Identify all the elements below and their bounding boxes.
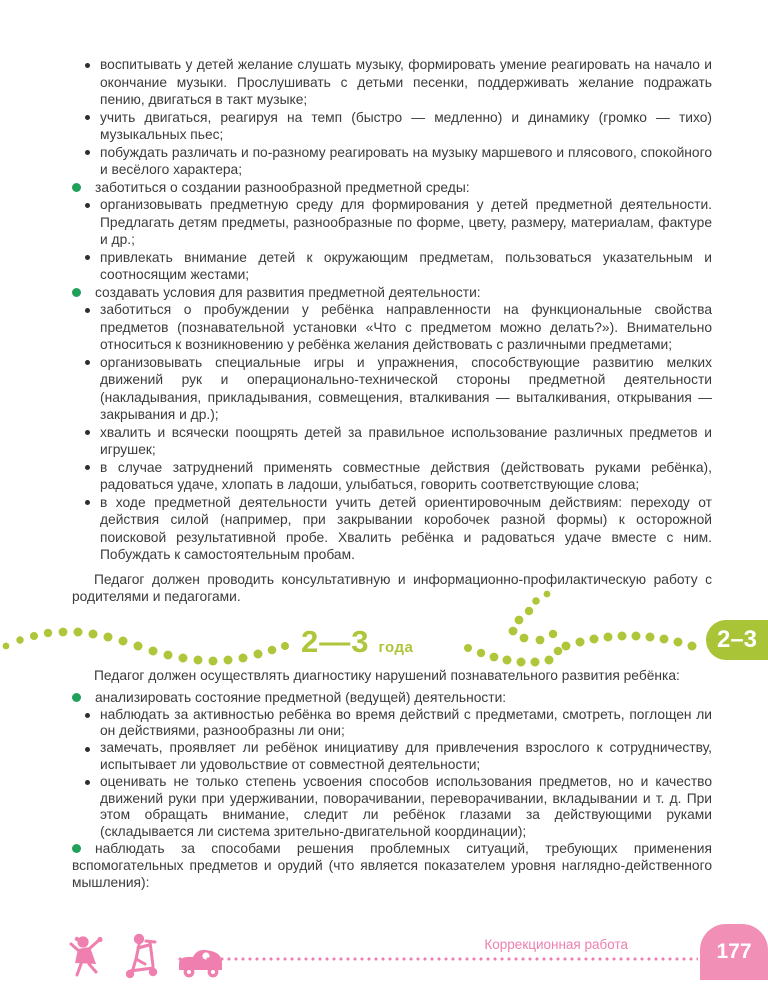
green-bullet-icon bbox=[72, 288, 81, 297]
green-bullet-icon bbox=[72, 183, 81, 192]
list-item-level1 bbox=[72, 179, 712, 197]
list-item bbox=[72, 494, 712, 564]
footer bbox=[0, 920, 768, 988]
list-item bbox=[72, 354, 712, 424]
age-side-tab: 2–3 bbox=[706, 620, 768, 660]
toy-car-icon bbox=[176, 946, 226, 980]
list-item bbox=[72, 707, 712, 741]
black-bullet-icon bbox=[85, 747, 90, 752]
black-bullet-icon bbox=[85, 150, 90, 155]
list-item-text: в случае затруднений применять совместные действия (действовать руками ребёнка), радоваться удаче, хлопать в ладоши, улыбаться, говорить соответствующие слова; bbox=[100, 459, 712, 492]
black-bullet-icon bbox=[85, 500, 90, 505]
list-item-text: наблюдать за активностью ребёнка во время действий с предметами, смотреть, поглощен ли он действиями, разнообразны ли они; bbox=[100, 706, 712, 739]
black-bullet-icon bbox=[85, 713, 90, 718]
sublist bbox=[72, 301, 712, 564]
content-column bbox=[72, 56, 712, 608]
green-bullet-icon bbox=[72, 844, 81, 853]
list-item bbox=[72, 774, 712, 841]
list-item-text: анализировать состояние предметной (ведущей) деятельности: bbox=[95, 689, 507, 705]
black-bullet-icon bbox=[85, 430, 90, 435]
list-item bbox=[72, 249, 712, 284]
content-column-lower bbox=[72, 668, 712, 891]
footer-icons bbox=[68, 932, 226, 980]
page-number-tab: 177 bbox=[700, 924, 768, 980]
list-item-text: организовывать специальные игры и упражнения, способствующие развитию мелких движений рук и операционально-технической стороны предметной деятельности (накладывания, прикладывания, совмещения, вталкивания — выталкивания, открывания — закрывания и др.); bbox=[100, 354, 712, 422]
age-range: 2—3 bbox=[301, 624, 370, 659]
black-bullet-icon bbox=[85, 465, 90, 470]
list-item-level1 bbox=[72, 284, 712, 302]
list-item-level1 bbox=[72, 690, 712, 707]
paragraph: Педагог должен осуществлять диагностику нарушений познавательного развития ребёнка: bbox=[94, 668, 680, 683]
list-item bbox=[72, 459, 712, 494]
music-guidance-list bbox=[72, 56, 712, 179]
list-item-text: наблюдать за способами решения проблемных ситуаций, требующих применения вспомогательных предметов и орудий (что является показателем уровня наглядно-действенного мышления): bbox=[72, 840, 712, 890]
black-bullet-icon bbox=[85, 255, 90, 260]
list-item bbox=[72, 196, 712, 249]
list-item-text: заботиться о пробуждении у ребёнка направленности на функциональные свойства предметов (познавательной установки «Что с предметом можно делать?»). Внимательно относиться к возникновению у ребёнка желания действовать с различными предметами; bbox=[100, 302, 712, 352]
list-item-text: хвалить и всячески поощрять детей за правильное использование различных предметов и игрушек; bbox=[100, 424, 712, 457]
black-bullet-icon bbox=[85, 308, 90, 313]
sublist bbox=[72, 707, 712, 841]
age-section-divider bbox=[0, 590, 768, 674]
dancing-child-icon bbox=[68, 934, 108, 980]
list-item-text: заботиться о создании разнообразной предметной среды: bbox=[95, 179, 470, 195]
sublist bbox=[72, 196, 712, 284]
list-item bbox=[72, 301, 712, 354]
child-on-scooter-icon bbox=[122, 932, 162, 980]
black-bullet-icon bbox=[85, 203, 90, 208]
list-item bbox=[72, 424, 712, 459]
list-item bbox=[72, 109, 712, 144]
list-item-text: побуждать различать и по-разному реагировать на музыку маршевого и плясового, спокойного и весёлого характера; bbox=[100, 144, 712, 177]
black-bullet-icon bbox=[85, 360, 90, 365]
list-item-level1 bbox=[72, 841, 712, 891]
age-heading bbox=[301, 624, 413, 660]
paragraph: Педагог должен проводить консультативную и информационно-профилактическую работу с родителями и педагогами. bbox=[72, 571, 712, 604]
black-bullet-icon bbox=[85, 115, 90, 120]
footer-dotted-line bbox=[178, 957, 698, 961]
black-bullet-icon bbox=[85, 780, 90, 785]
list-item-text: оценивать не только степень усвоения способов использования предметов, но и качество движений руки при удерживании, поворачивании, переворачивании, вкладывании и т. д. При этом обращать внимание, следит ли ребёнок глазами за действующими руками (складывается ли система зрительно-двигательной координации); bbox=[100, 773, 712, 840]
list-item-text: замечать, проявляет ли ребёнок инициативу для привлечения взрослого к сотрудничеству, испытывает ли удовольствие от совместной деятельности; bbox=[100, 740, 712, 772]
age-word: года bbox=[378, 639, 414, 656]
list-item-text: в ходе предметной деятельности учить детей ориентировочным действиям: переходу от действия силой (например, при закрывании коробочек разной формы) к осторожной поисковой результативной пробе. Хвалить ребёнка и радоваться удаче вместе с ним. Побуждать к самостоятельным пробам. bbox=[100, 494, 712, 562]
black-bullet-icon bbox=[85, 63, 90, 68]
list-item-text: воспитывать у детей желание слушать музыку, формировать умение реагировать на начало и окончание музыки. Прослушивать с детьми песенки, поддерживать желание подражать пению, двигаться в такт музыке; bbox=[100, 57, 712, 107]
list-item-text: привлекать внимание детей к окружающим предметам, пользоваться указательным и соотносящим жестами; bbox=[100, 249, 712, 282]
green-bullet-icon bbox=[72, 693, 81, 702]
list-item-text: создавать условия для развития предметной деятельности: bbox=[95, 284, 481, 300]
list-item bbox=[72, 56, 712, 109]
list-item bbox=[72, 144, 712, 179]
list-item-text: организовывать предметную среду для формирования у детей предметной деятельности. Предлагать детям предметы, разнообразные по форме, цвету, размеру, материалам, фактуре и др.; bbox=[100, 197, 712, 247]
footer-section-label: Коррекционная работа bbox=[484, 937, 628, 952]
list-item-text: учить двигаться, реагируя на темп (быстро — медленно) и динамику (громко — тихо) музыкальных пьес; bbox=[100, 109, 712, 142]
list-item bbox=[72, 740, 712, 774]
